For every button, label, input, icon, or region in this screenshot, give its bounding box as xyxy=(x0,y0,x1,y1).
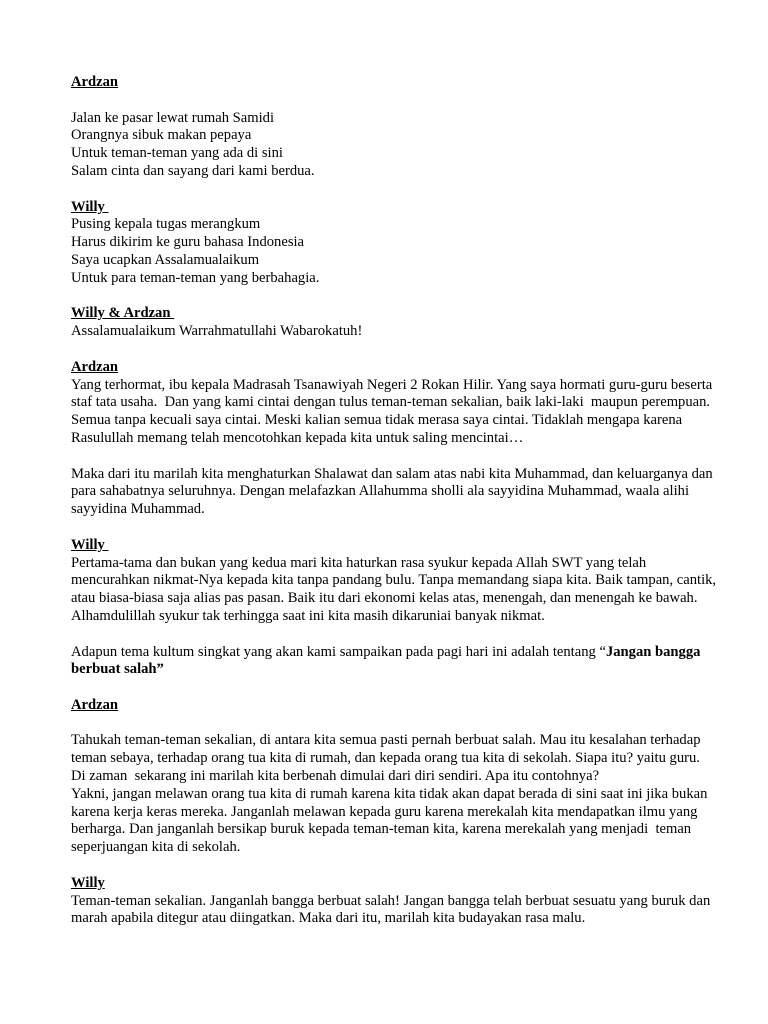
spacer xyxy=(71,679,721,697)
paragraph: Yang terhormat, ibu kepala Madrasah Tsanawiyah Negeri 2 Rokan Hilir. Yang saya hormati guru-guru beserta staf tata usaha. Dan yang kami cintai dengan tulus teman-teman sekalian, baik laki-laki maupun perempuan. Semua tanpa kecuali saya cintai. Meski kalian semua tidak merasa saya cintai. Tidaklah mengapa karena Rasulullah memang telah mencotohkan kepada kita untuk saling mencintai… xyxy=(71,376,716,446)
paragraph-theme xyxy=(71,644,721,680)
spacer xyxy=(71,626,721,644)
speaker-heading-willy-ardzan: Willy & Ardzan xyxy=(71,305,175,322)
paragraph: Di zaman sekarang ini marilah kita berbenah dimulai dari diri sendiri. Apa itu contohnya? xyxy=(71,768,600,785)
document-page xyxy=(71,74,721,928)
speaker-heading-ardzan: Ardzan xyxy=(71,696,119,713)
pantun-line: Untuk teman-teman yang ada di sini xyxy=(71,145,283,162)
spacer xyxy=(71,341,721,359)
speaker-heading-willy: Willy xyxy=(71,874,105,891)
speaker-heading-willy: Willy xyxy=(71,536,109,553)
pantun-line: Saya ucapkan Assalamualaikum xyxy=(71,251,260,268)
spacer xyxy=(71,857,721,875)
spacer xyxy=(71,715,721,733)
spacer xyxy=(71,519,721,537)
paragraph: Tahukah teman-teman sekalian, di antara kita semua pasti pernah berbuat salah. Mau itu kesalahan terhadap teman sebaya, terhadap orang tua kita di rumah, dan kepada orang tua kita di sekolah. Siapa itu? yaitu guru. xyxy=(71,732,705,767)
paragraph: Yakni, jangan melawan orang tua kita di rumah karena kita tidak akan dapat berada di sini saat ini jika bukan karena kerja keras mereka. Janganlah melawan kepada guru karena merekalah kita mendapatkan ilmu yang berharga. Dan janganlah bersikap buruk kepada teman-teman kita, karena merekalah yang menjadi teman seperjuangan kita di sekolah. xyxy=(71,785,712,856)
spacer xyxy=(71,181,721,199)
speaker-heading-willy: Willy xyxy=(71,198,109,215)
pantun-line: Pusing kepala tugas merangkum xyxy=(71,216,261,233)
speaker-heading-ardzan: Ardzan xyxy=(71,74,119,90)
paragraph: Pertama-tama dan bukan yang kedua mari kita haturkan rasa syukur kepada Allah SWT yang telah mencurahkan nikmat-Nya kepada kita tanpa pandang bulu. Tanpa memandang siapa kita. Baik tampan, cantik, atau biasa-biasa saja alias pas pasan. Baik itu dari ekonomi kelas atas, menengah, dan menengah ke bawah. Alhamdulillah syukur tak terhingga saat ini kita masih dikaruniai banyak nikmat. xyxy=(71,554,720,624)
pantun-line: Jalan ke pasar lewat rumah Samidi xyxy=(71,109,275,126)
theme-title: Jangan bangga berbuat salah” xyxy=(71,643,705,678)
greeting-line: Assalamualaikum Warrahmatullahi Wabarokatuh! xyxy=(71,323,363,340)
pantun-line: Untuk para teman-teman yang berbahagia. xyxy=(71,269,320,286)
paragraph: Teman-teman sekalian. Janganlah bangga berbuat salah! Jangan bangga telah berbuat sesuatu yang buruk dan marah apabila ditegur atau diingatkan. Maka dari itu, marilah kita budayakan rasa malu. xyxy=(71,892,714,927)
speaker-heading-ardzan: Ardzan xyxy=(71,358,119,375)
pantun-line: Harus dikirim ke guru bahasa Indonesia xyxy=(71,234,305,251)
spacer xyxy=(71,448,721,466)
paragraph: Maka dari itu marilah kita menghaturkan Shalawat dan salam atas nabi kita Muhammad, dan keluarganya dan para sahabatnya seluruhnya. Dengan melafazkan Allahumma sholli ala sayyidina Muhammad, waala alihi sayyidina Muhammad. xyxy=(71,465,717,518)
spacer xyxy=(71,288,721,306)
theme-intro-text: Adapun tema kultum singkat yang akan kami sampaikan pada pagi hari ini adalah tentang “ xyxy=(71,643,606,660)
pantun-line: Orangnya sibuk makan pepaya xyxy=(71,127,252,144)
spacer xyxy=(71,92,721,110)
pantun-line: Salam cinta dan sayang dari kami berdua. xyxy=(71,162,315,179)
